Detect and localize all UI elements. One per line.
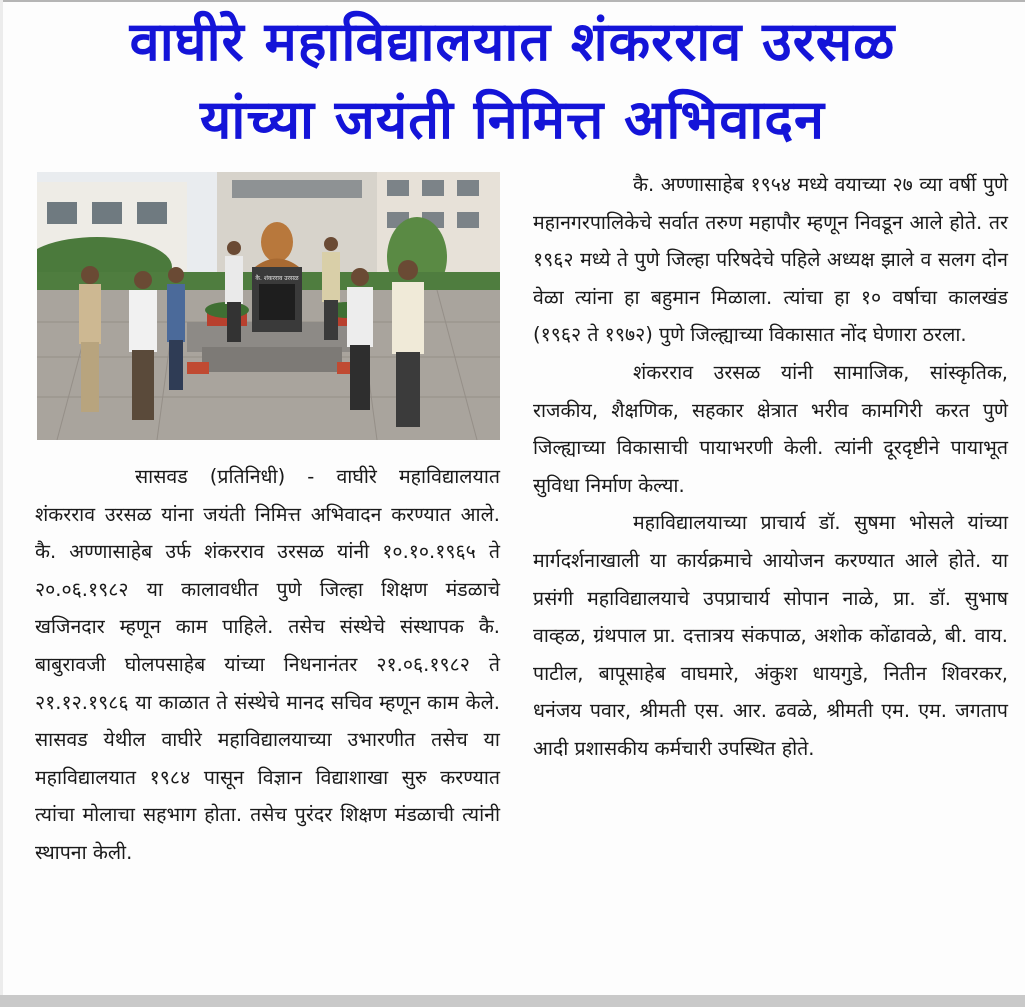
right-paragraph-1: कै. अण्णासाहेब १९५४ मध्ये वयाच्या २७ व्या वर्षी पुणे महानगरपालिकेचे सर्वात तरुण महापौर म्हणून निवडून आले होते. तर १९६२ मध्ये ते पुणे जिल्हा परिषदेचे पहिले अध्यक्ष झाले व सलग दोन वेळा त्यांना हा बहुमान मिळाला. त्यांचा हा १० वर्षाचा कालखंड (१९६२ ते १९७२) पुणे जिल्ह्याच्या विकासात नोंद घेणारा ठरला. [533,173,1008,347]
left-column [35,458,500,872]
right-paragraph-2: शंकरराव उरसळ यांनी सामाजिक, सांस्कृतिक, राजकीय, शैक्षणिक, सहकार क्षेत्रात भरीव कामगिरी करत पुणे जिल्ह्याच्या विकासाची पायाभरणी केली. त्यांनी दूरदृष्टीने पायाभूत सुविधा निर्माण केल्या. [533,360,1008,497]
event-photo [37,172,500,440]
left-paragraph-1: सासवड (प्रतिनिधी) - वाघीरे महाविद्यालयात शंकरराव उरसळ यांना जयंती निमित्त अभिवादन करण्यात आले. कै. अण्णासाहेब उर्फ शंकरराव उरसळ यांनी १०.१०.१९६५ ते २०.०६.१९८२ या कालावधीत पुणे जिल्हा शिक्षण मंडळाचे खजिनदार म्हणून काम पाहिले. तसेच संस्थेचे संस्थापक कै. बाबुरावजी घोलपसाहेब यांच्या निधनानंतर २१.०६.१९८२ ते २१.१२.१९८६ या काळात ते संस्थेचे मानद सचिव म्हणून काम केले. सासवड येथील वाघीरे महाविद्यालयाच्या उभारणीत तसेच या महाविद्यालयात १९८४ पासून विज्ञान विद्याशाखा सुरु करण्यात त्यांचा मोलाचा सहभाग होता. तसेच पुरंदर शिक्षण मंडळाची त्यांनी स्थापना केली. [35,465,500,864]
headline-line-2: यांच्या जयंती निमित्त अभिवादन [200,88,825,151]
right-column [533,166,1008,768]
right-paragraph-3: महाविद्यालयाच्या प्राचार्य डॉ. सुषमा भोसले यांच्या मार्गदर्शनाखाली या कार्यक्रमाचे आयोजन करण्यात आले होते. या प्रसंगी महाविद्यालयाचे उपप्राचार्य सोपान नाळे, प्रा. डॉ. सुभाष वाव्हळ, ग्रंथपाल प्रा. दत्तात्रय संकपाळ, अशोक कोंढावळे, बी. वाय. पाटील, बापूसाहेब वाघमारे, अंकुश धायगुडे, नितीन शिवरकर, धनंजय पवार, श्रीमती एस. आर. ढवळे, श्रीमती एम. एम. जगताप आदी प्रशासकीय कर्मचारी उपस्थित होते. [533,511,1008,760]
headline-line-1: वाघीरे महाविद्यालयात शंकरराव उरसळ [129,10,896,73]
bottom-band [0,995,1025,1007]
plaque-text: कै. शंकरराव उरसळ [255,275,299,282]
